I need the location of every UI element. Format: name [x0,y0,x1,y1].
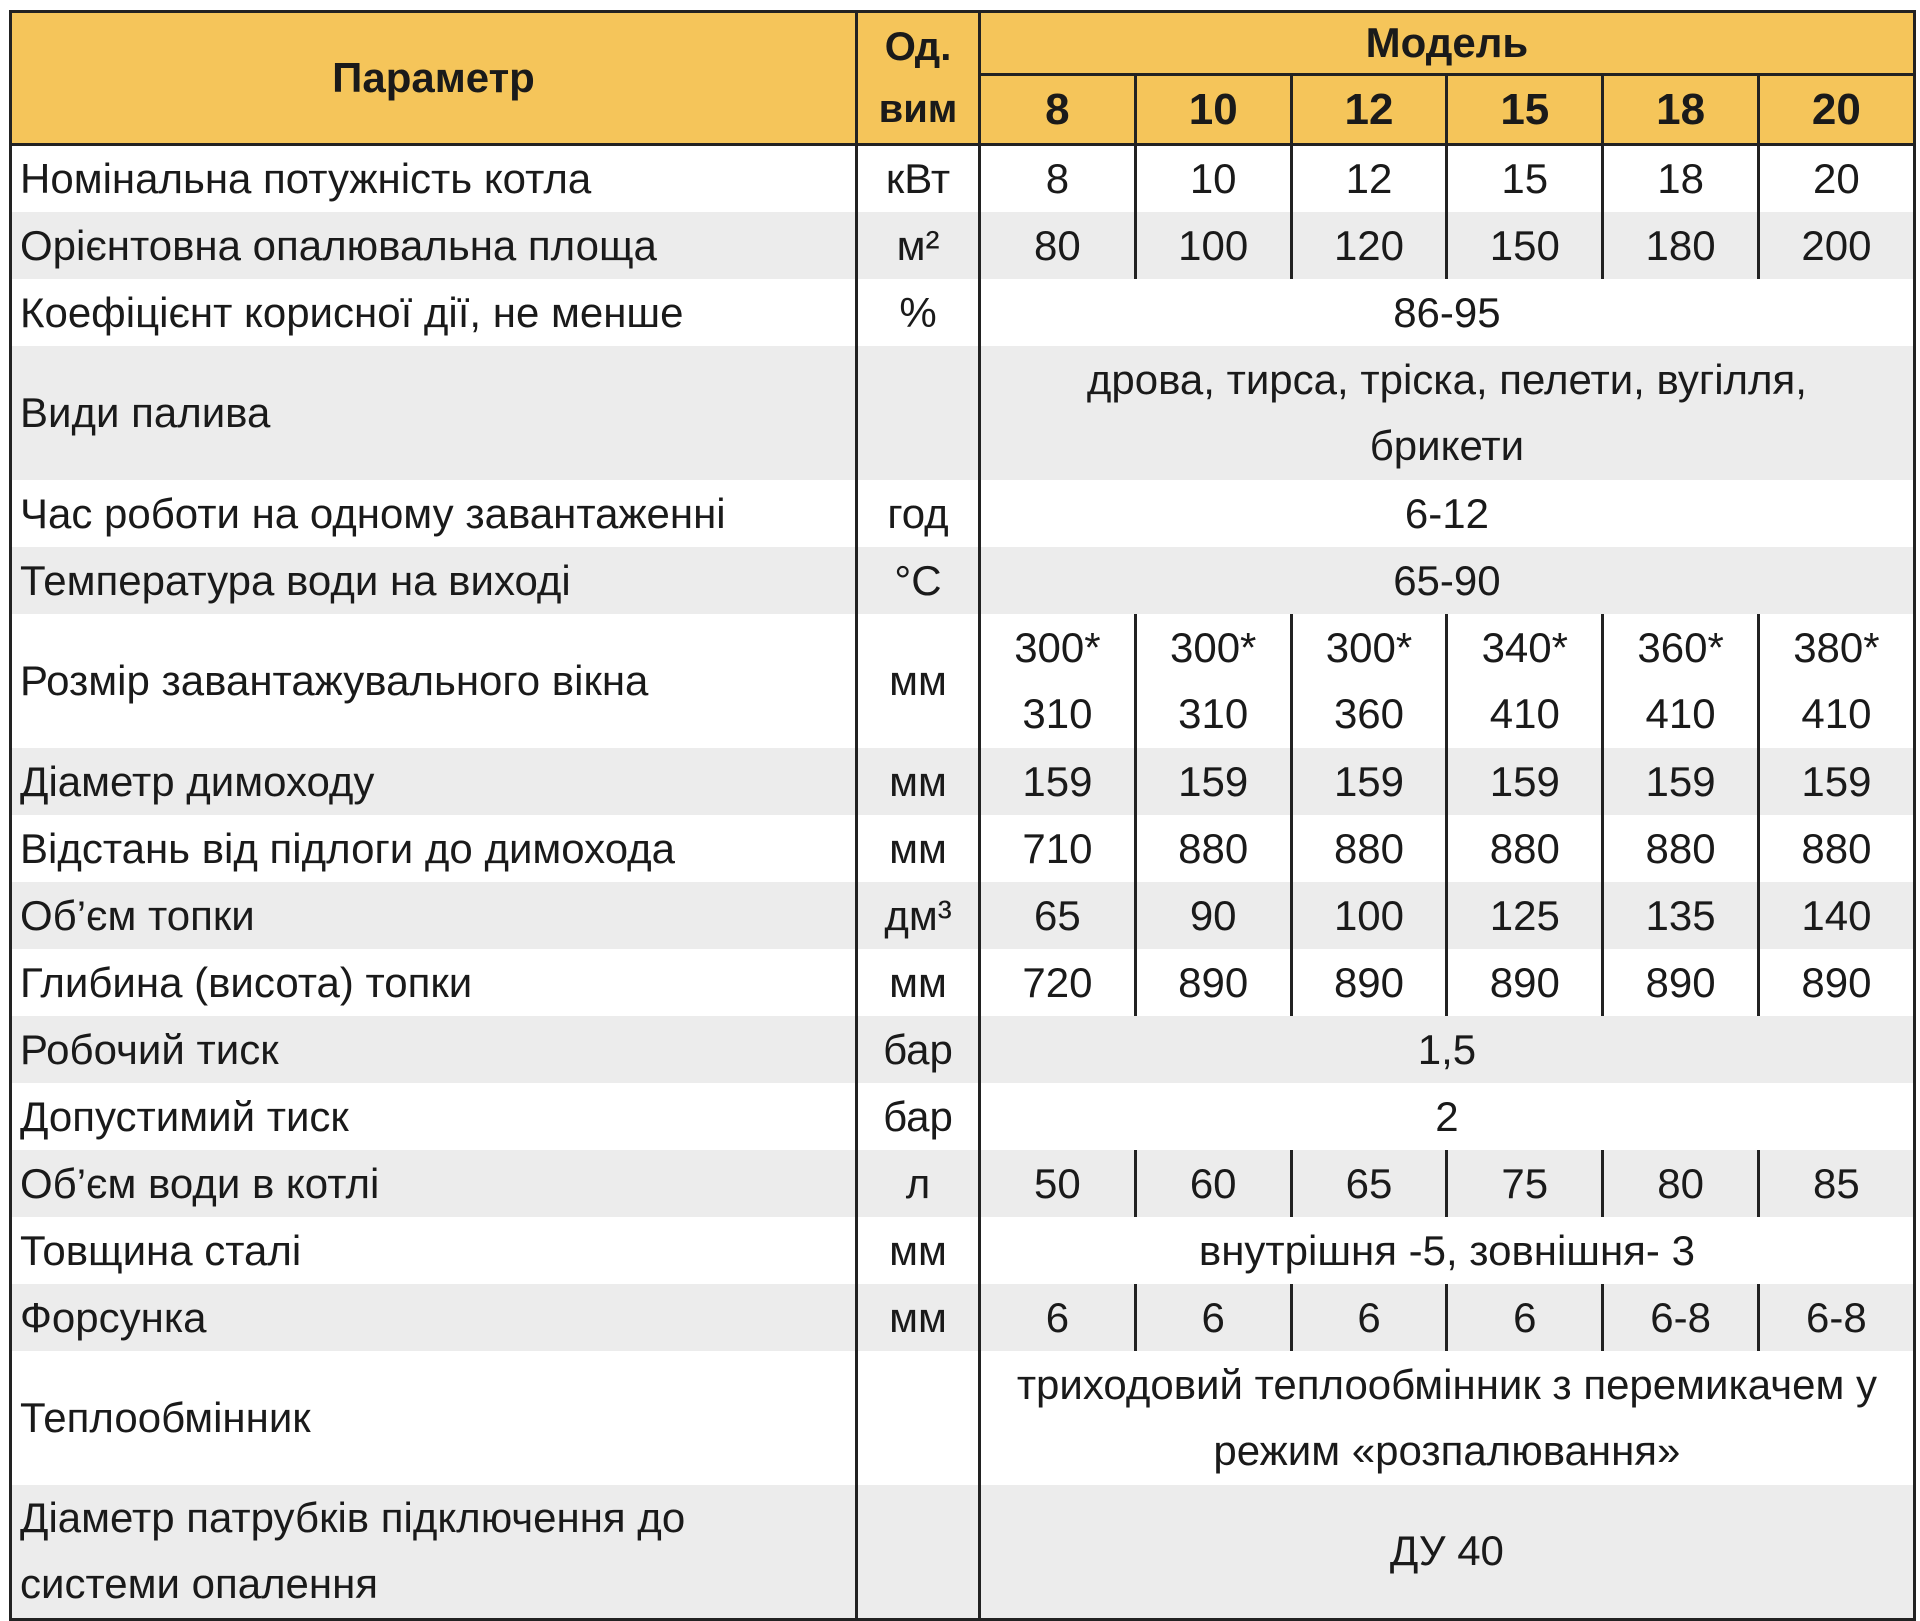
param-name: Теплообмінник [20,1394,311,1441]
table-row [11,145,1915,213]
model-value-8: 50 [980,1150,1136,1217]
model-value-10: 90 [1135,882,1291,949]
model-value-18: 80 [1603,1150,1759,1217]
table-row [11,1016,1915,1083]
model-value-8: 710 [980,815,1136,882]
model-value-10: 159 [1135,748,1291,815]
header-model: Модель [980,12,1915,75]
model-value-15: 340* 410 [1447,614,1603,748]
param-name: Номінальна потужність котла [20,155,592,202]
table-row [11,882,1915,949]
table-body [11,145,1915,1620]
header-model-18: 18 [1603,75,1759,145]
model-value-10: 300* 310 [1135,614,1291,748]
param-unit [857,346,980,480]
model-value-10: 100 [1135,212,1291,279]
model-value-10: 60 [1135,1150,1291,1217]
boiler-spec-table [9,10,1916,1621]
param-name: Об’єм води в котлі [11,1150,857,1217]
param-name: Розмір завантажувального вікна [20,657,649,704]
param-unit: кВт [857,145,980,213]
model-value-8: 65 [980,882,1136,949]
table-row [11,815,1915,882]
model-value-8: 720 [980,949,1136,1016]
model-value-20: 159 [1758,748,1914,815]
model-value-8: 300* 310 [980,614,1136,748]
model-value-15: 880 [1447,815,1603,882]
model-value-18: 180 [1603,212,1759,279]
model-value-15: 150 [1447,212,1603,279]
model-value-12: 300* 360 [1291,614,1447,748]
param-name: Види палива [11,346,857,480]
param-unit: бар [857,1083,980,1150]
spec-table-container [9,10,1913,1612]
model-value-12: 890 [1291,949,1447,1016]
model-value-15: 15 [1447,145,1603,213]
param-unit: мм [857,949,980,1016]
merged-value: 2 [980,1083,1915,1150]
param-name: Орієнтовна опалювальна площа [11,212,857,279]
param-name: Діаметр патрубків підключення до системи опалення [11,1485,857,1619]
model-value-20: 20 [1758,145,1914,213]
model-value-12: 120 [1291,212,1447,279]
model-value-8: 6 [980,1284,1136,1351]
param-unit: % [857,279,980,346]
model-value-18: 18 [1603,145,1759,213]
model-value-12: 12 [1291,145,1447,213]
param-name: Діаметр димоходу [11,748,857,815]
table-row [11,1284,1915,1351]
param-name: Робочий тиск [11,1016,857,1083]
model-value-10: 890 [1135,949,1291,1016]
model-value-12: 100 [1291,882,1447,949]
table-row [11,1351,1915,1485]
table-row [11,480,1915,547]
model-value-20: 890 [1758,949,1914,1016]
param-name: Форсунка [11,1284,857,1351]
param-name: Температура води на виході [11,547,857,614]
param-name: Об’єм топки [11,882,857,949]
model-value-12: 6 [1291,1284,1447,1351]
model-value-20: 6-8 [1758,1284,1914,1351]
model-value-10: 6 [1135,1284,1291,1351]
param-unit: год [857,480,980,547]
model-value-18: 890 [1603,949,1759,1016]
param-name: Час роботи на одному завантаженні [20,489,726,537]
model-value-8: 80 [980,212,1136,279]
model-value-15: 159 [1447,748,1603,815]
model-value-10: 10 [1135,145,1291,213]
param-unit: бар [857,1016,980,1083]
param-name: Допустимий тиск [20,1092,349,1140]
merged-value: внутрішня -5, зовнішня- 3 [980,1217,1915,1284]
param-name: Товщина сталі [20,1226,302,1274]
param-unit [857,1351,980,1485]
param-unit: дм³ [857,882,980,949]
header-model-15: 15 [1447,75,1603,145]
header-model-20: 20 [1758,75,1914,145]
param-unit: мм [857,614,980,748]
merged-value: триходовий теплообмінник з перемикачем у режим «розпалювання» [980,1351,1915,1485]
merged-value: 1,5 [980,1016,1915,1083]
model-value-18: 135 [1603,882,1759,949]
param-unit [857,1485,980,1619]
model-value-20: 85 [1758,1150,1914,1217]
table-row [11,949,1915,1016]
model-value-20: 380* 410 [1758,614,1914,748]
model-value-15: 890 [1447,949,1603,1016]
merged-value: 86-95 [980,279,1915,346]
model-value-15: 6 [1447,1284,1603,1351]
model-value-18: 360* 410 [1603,614,1759,748]
param-unit: мм [857,1217,980,1284]
header-unit: Од. вим [857,12,980,145]
table-row [11,748,1915,815]
table-header [11,12,1915,145]
model-value-12: 159 [1291,748,1447,815]
table-row [11,547,1915,614]
model-value-10: 880 [1135,815,1291,882]
merged-value: 6-12 [980,480,1915,547]
param-name: Глибина (висота) топки [20,958,473,1006]
model-value-20: 200 [1758,212,1914,279]
model-value-8: 159 [980,748,1136,815]
table-row [11,212,1915,279]
param-unit: °С [857,547,980,614]
table-row [11,1217,1915,1284]
merged-value: ДУ 40 [980,1485,1915,1619]
header-model-12: 12 [1291,75,1447,145]
param-unit: мм [857,748,980,815]
param-unit: мм [857,1284,980,1351]
table-row [11,346,1915,480]
table-row [11,279,1915,346]
model-value-15: 125 [1447,882,1603,949]
header-model-8: 8 [980,75,1136,145]
merged-value: дрова, тирса, тріска, пелети, вугілля, брикети [980,346,1915,480]
param-name: Коефіцієнт корисної дії, не менше [20,288,684,336]
model-value-20: 880 [1758,815,1914,882]
model-value-15: 75 [1447,1150,1603,1217]
model-value-12: 65 [1291,1150,1447,1217]
merged-value: 65-90 [980,547,1915,614]
header-param: Параметр [11,12,857,145]
param-unit: л [857,1150,980,1217]
table-row [11,614,1915,748]
param-name: Відстань від підлоги до димохода [20,824,675,872]
table-row [11,1485,1915,1619]
table-row [11,1083,1915,1150]
param-unit: м² [857,212,980,279]
model-value-18: 880 [1603,815,1759,882]
table-row [11,1150,1915,1217]
model-value-12: 880 [1291,815,1447,882]
header-model-10: 10 [1135,75,1291,145]
model-value-18: 6-8 [1603,1284,1759,1351]
model-value-18: 159 [1603,748,1759,815]
param-unit: мм [857,815,980,882]
model-value-8: 8 [980,145,1136,213]
model-value-20: 140 [1758,882,1914,949]
